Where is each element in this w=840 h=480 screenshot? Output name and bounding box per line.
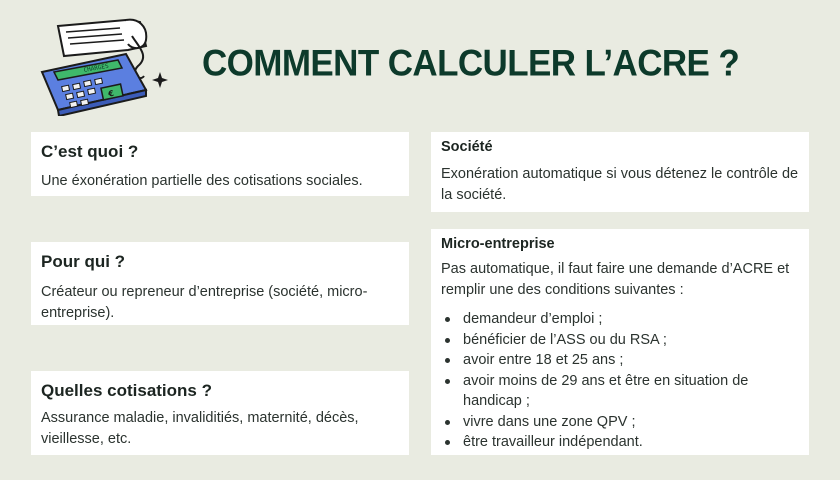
calculator-illustration xyxy=(28,16,178,116)
card-heading: C’est quoi ? xyxy=(41,142,139,161)
list-item: avoir entre 18 et 25 ans ; xyxy=(441,350,801,371)
card-micro-entreprise xyxy=(431,229,809,455)
list-item: vivre dans une zone QPV ; xyxy=(441,412,801,433)
conditions-list xyxy=(441,309,801,453)
card-text: Assurance maladie, invaliditiés, maternité, décès, vieillesse, etc. xyxy=(41,410,359,447)
card-societe xyxy=(431,132,809,212)
card-heading: Micro-entreprise xyxy=(441,236,555,252)
list-item: avoir moins de 29 ans et être en situation de handicap ; xyxy=(441,371,801,412)
card-what-is-it xyxy=(31,132,409,196)
card-for-whom xyxy=(31,242,409,325)
calculator-screen-text: CHARGES xyxy=(83,62,110,74)
list-item: bénéficier de l’ASS ou du RSA ; xyxy=(441,330,801,351)
list-item: être travailleur indépendant. xyxy=(441,432,801,453)
card-contributions xyxy=(31,371,409,455)
list-item: demandeur d’emploi ; xyxy=(441,309,801,330)
calculator-with-receipt-icon xyxy=(28,16,178,116)
card-text: Exonération automatique si vous détenez le contrôle de la société. xyxy=(441,166,799,203)
card-heading: Société xyxy=(441,139,493,155)
card-text: Créateur ou repreneur d’entreprise (société, micro-entreprise). xyxy=(41,284,368,321)
card-heading: Pour qui ? xyxy=(41,252,126,271)
card-text: Une éxonération partielle des cotisations sociales. xyxy=(41,173,363,189)
card-heading: Quelles cotisations ? xyxy=(41,381,212,400)
card-text: Pas automatique, il faut faire une demande d’ACRE et remplir une des conditions suivantes : xyxy=(441,261,790,298)
svg-text:€: € xyxy=(107,88,115,99)
page-title: COMMENT CALCULER L’ACRE ? xyxy=(202,43,740,84)
